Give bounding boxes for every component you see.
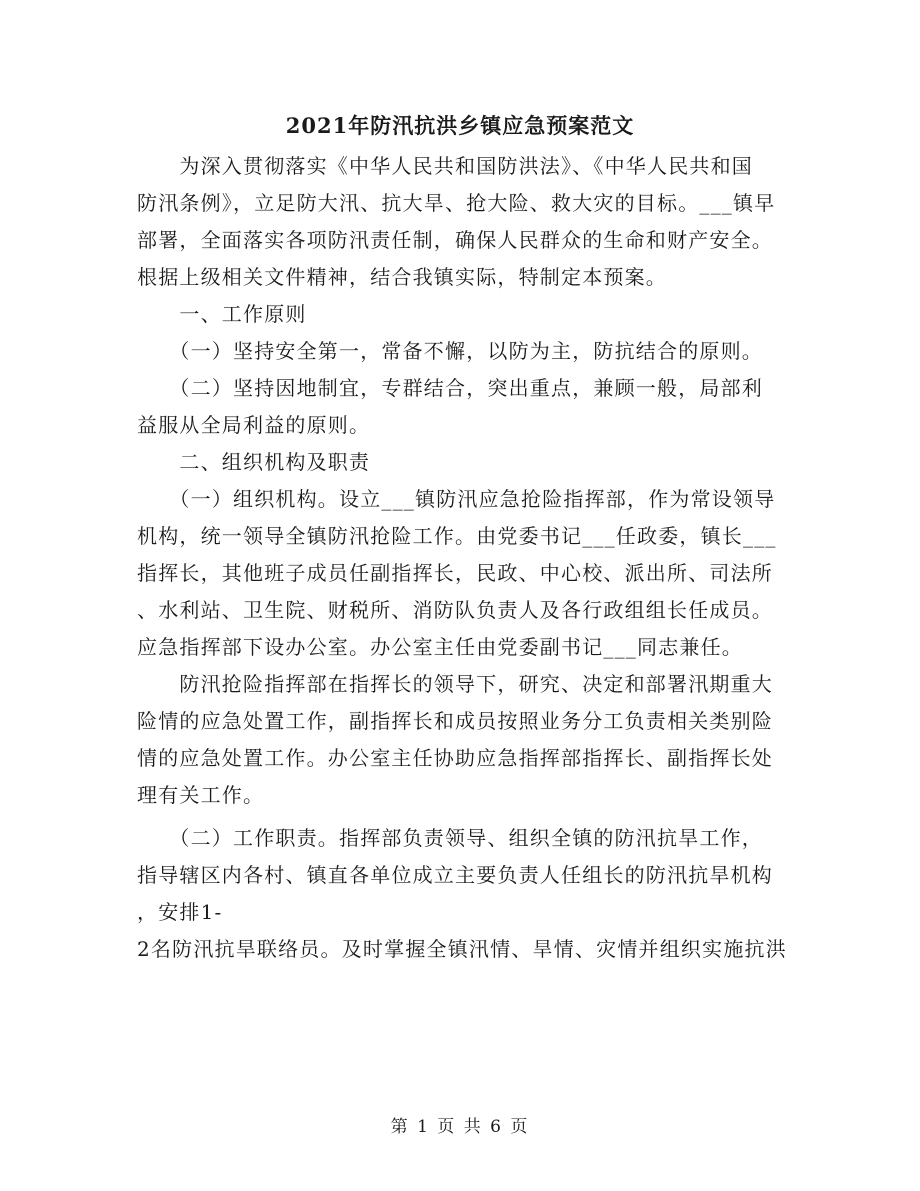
document-body	[137, 148, 787, 968]
page-number: 第 1 页 共 6 页	[390, 1117, 530, 1137]
body-line: 为深入贯彻落实《中华人民共和国防洪法》、《中华人民共和国	[137, 154, 753, 178]
document-title: 2021年防汛抗洪乡镇应急预案范文	[285, 113, 635, 138]
body-line: 根据上级相关文件精神，结合我镇实际，特制定本预案。	[137, 265, 667, 289]
body-line: 指挥长，其他班子成员任副指挥长，民政、中心校、派出所、司法所	[137, 561, 773, 585]
body-line: 理有关工作。	[137, 783, 265, 807]
body-line: 险情的应急处置工作，副指挥长和成员按照业务分工负责相关类别险	[137, 709, 773, 733]
body-line: （二）坚持因地制宜，专群结合，突出重点，兼顾一般，局部利	[137, 376, 763, 400]
body-line: （二）工作职责。指挥部负责领导、组织全镇的防汛抗旱工作，	[137, 826, 763, 850]
section-heading: 一、工作原则	[137, 302, 307, 326]
body-line: 情的应急处置工作。办公室主任协助应急指挥部指挥长、副指挥长处	[137, 746, 773, 770]
body-line: 部署，全面落实各项防汛责任制，确保人民群众的生命和财产安全。	[137, 228, 773, 252]
body-line: 2名防汛抗旱联络员。及时掌握全镇汛情、旱情、灾情并组织实施抗洪	[137, 937, 787, 961]
body-line: 机构，统一领导全镇防汛抢险工作。由党委书记___任政委，镇长___	[137, 524, 777, 548]
body-line: 应急指挥部下设办公室。办公室主任由党委副书记___同志兼任。	[137, 635, 743, 659]
body-line: 指导辖区内各村、镇直各单位成立主要负责人任组长的防汛抗旱机构	[137, 863, 773, 887]
body-line: （一）组织机构。设立___镇防汛应急抢险指挥部，作为常设领导	[137, 487, 776, 511]
body-line: 防汛抢险指挥部在指挥长的领导下，研究、决定和部署汛期重大	[137, 672, 773, 696]
body-line: 防汛条例》，立足防大汛、抗大旱、抢大险、救大灾的目标。___镇早	[137, 191, 776, 215]
body-line: 益服从全局利益的原则。	[137, 413, 371, 437]
body-line: ，安排1-	[137, 900, 223, 924]
body-line: （一）坚持安全第一，常备不懈，以防为主，防抗结合的原则。	[137, 339, 763, 363]
section-heading: 二、组织机构及职责	[137, 450, 371, 474]
body-line: 、水利站、卫生院、财税所、消防队负责人及各行政组组长任成员。	[137, 598, 773, 622]
